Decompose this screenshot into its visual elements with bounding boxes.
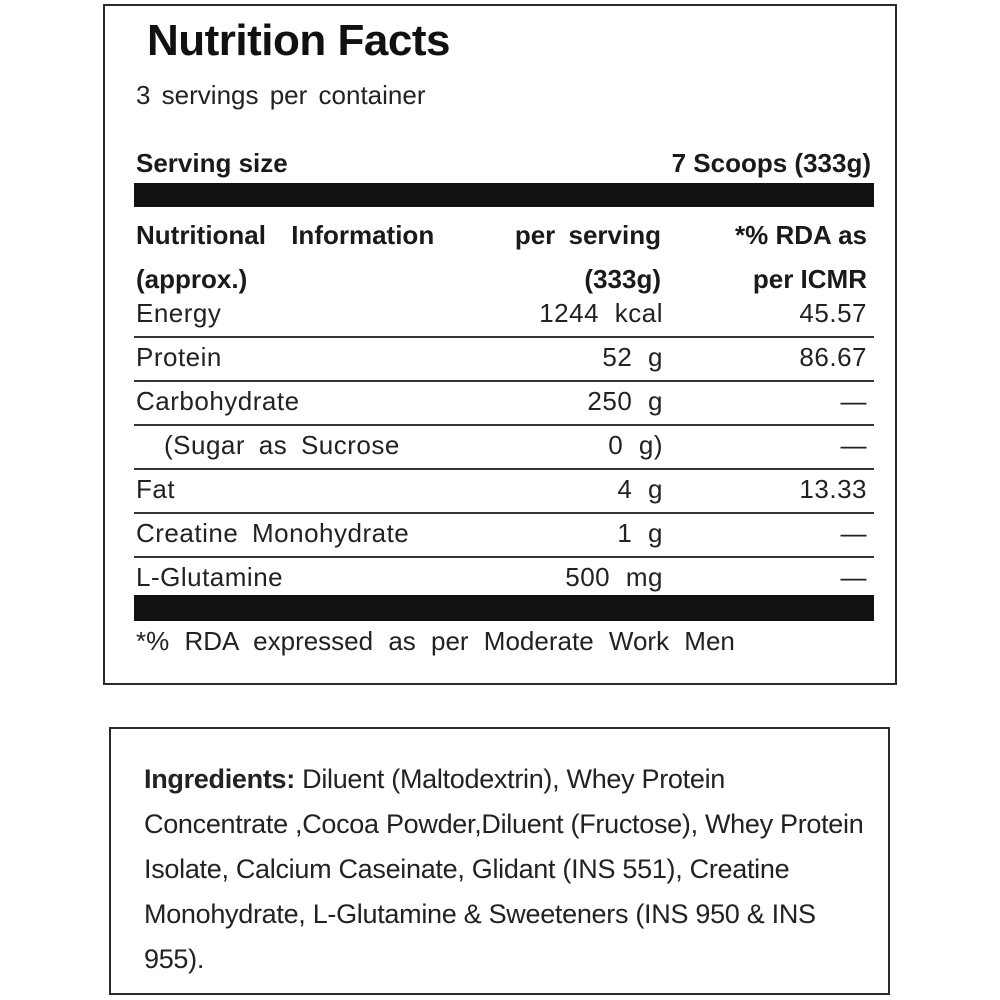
nutrient-name: Carbohydrate bbox=[136, 386, 300, 416]
serving-size-value: 7 Scoops (333g) bbox=[671, 148, 871, 178]
thick-divider-bottom bbox=[134, 595, 874, 621]
nutrient-name: Energy bbox=[136, 298, 222, 328]
nutrient-name: Fat bbox=[136, 474, 176, 504]
nutrient-amount: 500 mg bbox=[565, 562, 663, 592]
thick-divider-top bbox=[134, 183, 874, 207]
nutrient-name: Protein bbox=[136, 342, 222, 372]
nutrient-amount: 0 g) bbox=[608, 430, 663, 460]
nutrient-rda: 45.57 bbox=[799, 298, 867, 328]
header-rda bbox=[675, 213, 867, 301]
table-row bbox=[134, 426, 874, 470]
nutrient-rda: 86.67 bbox=[799, 342, 867, 372]
table-row bbox=[134, 514, 874, 558]
table-row bbox=[134, 338, 874, 382]
nutrient-amount: 4 g bbox=[617, 474, 663, 504]
serving-size-label: Serving size bbox=[136, 148, 288, 178]
ingredients-panel bbox=[109, 727, 890, 995]
header-col1-line2: (approx.) bbox=[136, 264, 248, 294]
table-row bbox=[134, 382, 874, 426]
header-col3-line1: *% RDA as bbox=[735, 220, 867, 250]
nutrition-title: Nutrition Facts bbox=[147, 16, 450, 65]
ingredients-label: Ingredients: bbox=[144, 764, 295, 794]
header-col2-line2: (333g) bbox=[584, 264, 661, 294]
nutrient-rda: — bbox=[840, 562, 867, 592]
table-row bbox=[134, 470, 874, 514]
nutrient-amount: 250 g bbox=[587, 386, 663, 416]
header-col2-line1: per serving bbox=[514, 220, 661, 250]
nutrient-rda: 13.33 bbox=[799, 474, 867, 504]
ingredients-text bbox=[144, 757, 864, 982]
header-nutritional-information bbox=[136, 213, 476, 301]
nutrient-name: Creatine Monohydrate bbox=[136, 518, 410, 548]
ingredients-list: Diluent (Maltodextrin), Whey Protein Concentrate ,Cocoa Powder,Diluent (Fructose), Whey Protein Isolate, Calcium Caseinate, Glidant (INS 551), Creatine Monohydrate, L-Glutamine & Sweeteners (INS 950 & INS 955). bbox=[144, 764, 864, 974]
header-per-serving bbox=[465, 213, 661, 301]
nutrient-amount: 52 g bbox=[602, 342, 663, 372]
header-col3-line2: per ICMR bbox=[752, 264, 867, 294]
nutrient-name: L-Glutamine bbox=[136, 562, 284, 592]
nutrient-amount: 1244 kcal bbox=[539, 298, 663, 328]
nutrient-rda: — bbox=[840, 386, 867, 416]
nutrient-amount: 1 g bbox=[617, 518, 663, 548]
header-col1-line1: Nutritional Information bbox=[136, 220, 435, 250]
serving-size-row bbox=[136, 148, 871, 188]
nutrient-name: (Sugar as Sucrose bbox=[164, 430, 400, 460]
nutrition-facts-panel bbox=[103, 4, 897, 685]
nutrient-rda: — bbox=[840, 518, 867, 548]
servings-per-container: 3 servings per container bbox=[136, 80, 426, 110]
rda-footnote: *% RDA expressed as per Moderate Work Men bbox=[136, 626, 735, 656]
table-row bbox=[134, 294, 874, 338]
nutrient-rda: — bbox=[840, 430, 867, 460]
nutrient-table bbox=[134, 294, 874, 602]
